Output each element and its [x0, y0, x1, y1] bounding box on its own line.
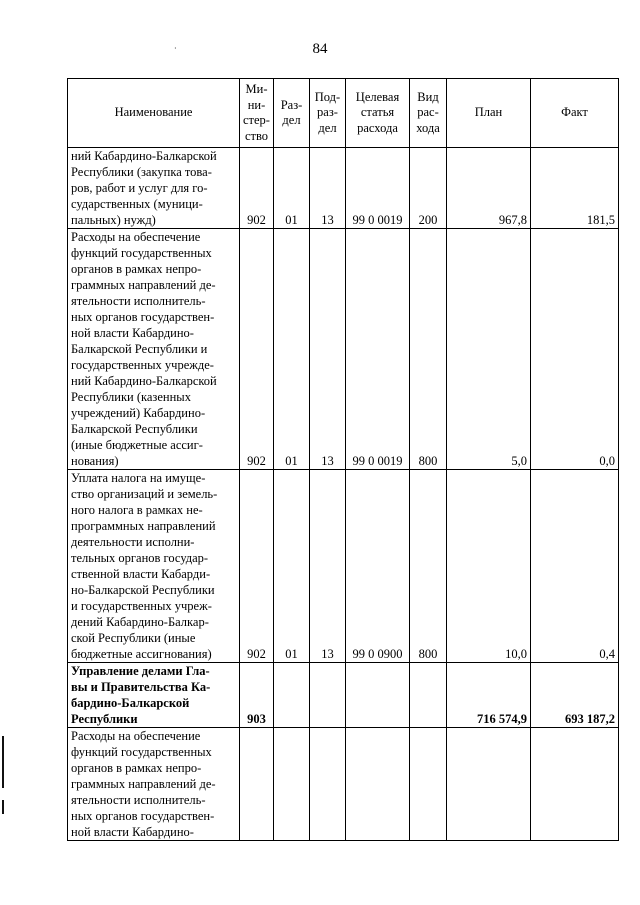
row-ministry: 902	[240, 470, 274, 663]
header-plan: План	[447, 79, 531, 148]
row-ministry: 903	[240, 663, 274, 728]
row-section: 01	[274, 148, 310, 229]
row-expense-type	[410, 728, 447, 841]
row-name: Расходы на обеспечение функций государственных органов в рамках непро- граммных направлений де- ятельности исполнитель- ных органов государствен- ной власти Кабардино-	[68, 728, 240, 841]
table-row	[68, 470, 619, 663]
header-fact: Факт	[531, 79, 619, 148]
row-expense-type	[410, 663, 447, 728]
header-section: Раз- дел	[274, 79, 310, 148]
row-target	[346, 728, 410, 841]
row-ministry: 902	[240, 148, 274, 229]
header-expense-type: Вид рас- хода	[410, 79, 447, 148]
row-fact: 181,5	[531, 148, 619, 229]
row-fact: 0,4	[531, 470, 619, 663]
row-fact: 0,0	[531, 229, 619, 470]
row-section	[274, 728, 310, 841]
row-ministry: 902	[240, 229, 274, 470]
table-row	[68, 148, 619, 229]
row-section	[274, 663, 310, 728]
row-subsection	[310, 663, 346, 728]
scan-artifact	[2, 800, 4, 814]
table-row	[68, 663, 619, 728]
row-expense-type: 200	[410, 148, 447, 229]
header-subsection: Под- раз- дел	[310, 79, 346, 148]
table-header-row	[68, 79, 619, 148]
row-plan: 967,8	[447, 148, 531, 229]
row-subsection: 13	[310, 470, 346, 663]
row-name: Расходы на обеспечение функций государственных органов в рамках непро- граммных направлений де- ятельности исполнитель- ных органов государствен- ной власти Кабардино- Балкарской Республики и государственных учрежде- ний Кабардино-Балкарской Республики (казенных учреждений) Кабардино- Балкарской Республики (иные бюджетные ассиг- нования)	[68, 229, 240, 470]
budget-table	[67, 78, 619, 841]
row-name: Уплата налога на имуще- ство организаций и земель- ного налога в рамках не- программных направлений деятельности исполни- тельных органов государ- ственной власти Кабарди- но-Балкарской Республики и государственных учреж- дений Кабардино-Балкар- ской Республики (иные бюджетные ассигнования)	[68, 470, 240, 663]
row-target: 99 0 0900	[346, 470, 410, 663]
row-section: 01	[274, 470, 310, 663]
header-name: Наименование	[68, 79, 240, 148]
row-subsection: 13	[310, 148, 346, 229]
row-plan	[447, 728, 531, 841]
row-target	[346, 663, 410, 728]
row-ministry	[240, 728, 274, 841]
row-section: 01	[274, 229, 310, 470]
row-fact: 693 187,2	[531, 663, 619, 728]
page-number: 84	[312, 41, 328, 57]
row-plan: 716 574,9	[447, 663, 531, 728]
row-name: ний Кабардино-Балкарской Республики (закупка това- ров, работ и услуг для го- сударственных (муници- пальных) нужд)	[68, 148, 240, 229]
row-expense-type: 800	[410, 229, 447, 470]
scan-artifact	[2, 736, 4, 788]
table-row	[68, 728, 619, 841]
scan-dot: ·	[174, 44, 177, 53]
row-subsection: 13	[310, 229, 346, 470]
table-row	[68, 229, 619, 470]
row-expense-type: 800	[410, 470, 447, 663]
row-fact	[531, 728, 619, 841]
row-target: 99 0 0019	[346, 229, 410, 470]
row-plan: 10,0	[447, 470, 531, 663]
header-target: Целевая статья расхода	[346, 79, 410, 148]
row-subsection	[310, 728, 346, 841]
row-name: Управление делами Гла- вы и Правительства Ка- бардино-Балкарской Республики	[68, 663, 240, 728]
row-plan: 5,0	[447, 229, 531, 470]
header-ministry: Ми- ни- стер- ство	[240, 79, 274, 148]
row-target: 99 0 0019	[346, 148, 410, 229]
